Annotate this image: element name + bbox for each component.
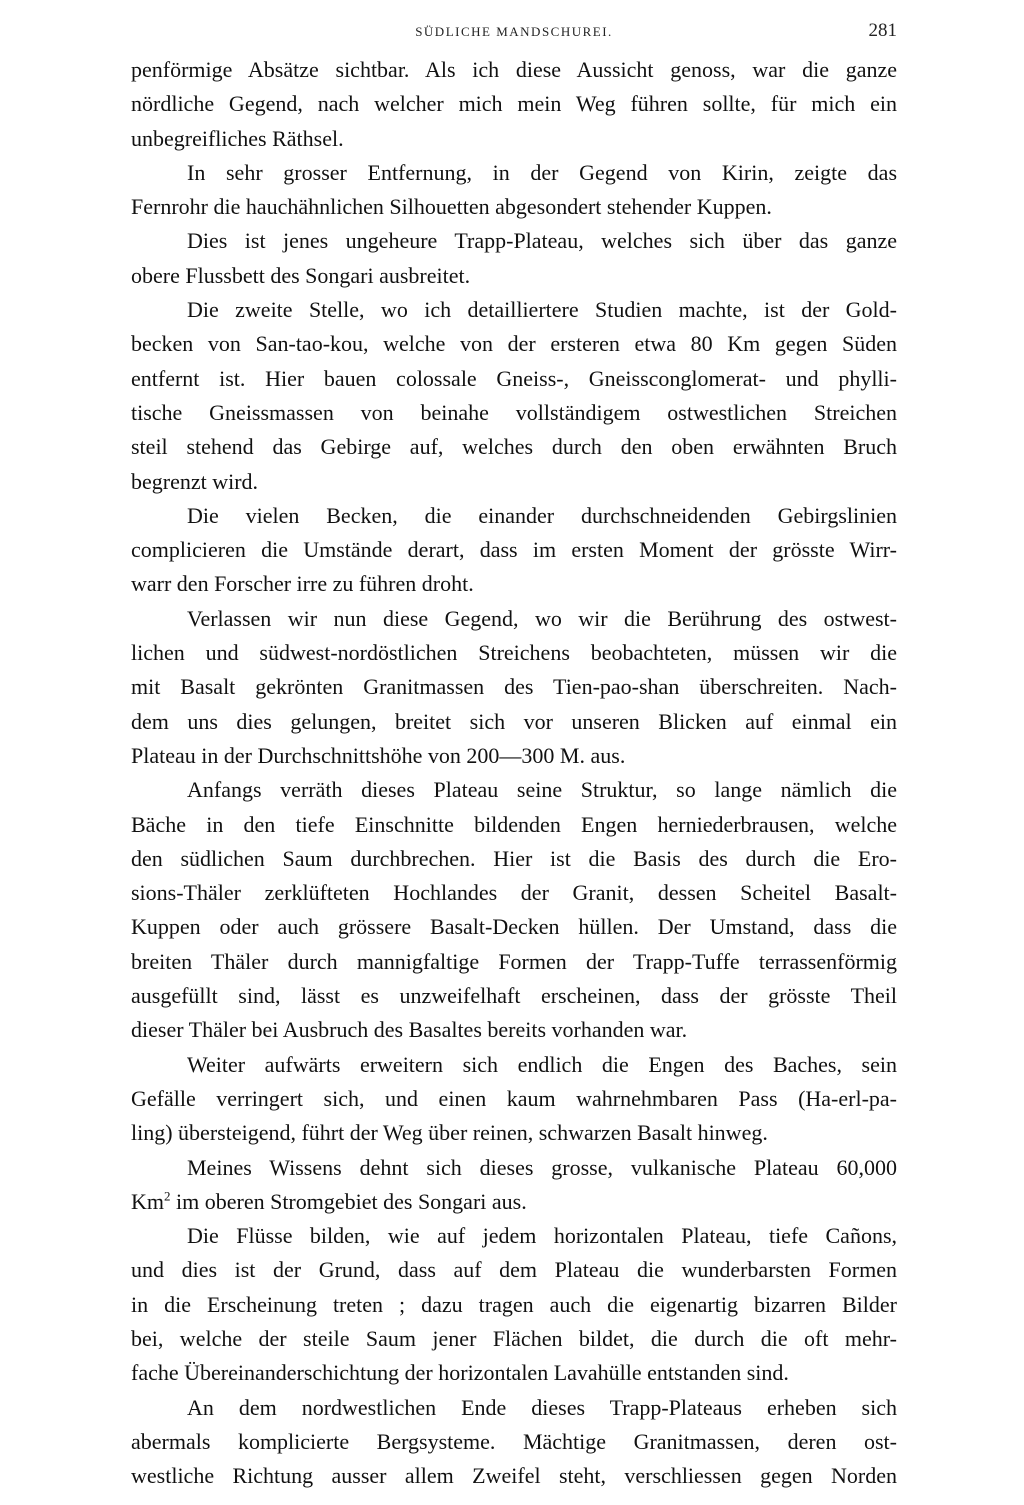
text-line: Dies ist jenes ungeheure Trapp-Plateau, welches sich über das ganze — [187, 228, 897, 254]
text-line: dieser Thäler bei Ausbruch des Basaltes bereits vorhanden war. — [131, 1017, 688, 1043]
text-line-km2 — [131, 1185, 897, 1219]
text-line: nördliche Gegend, nach welcher mich mein Weg führen sollte, für mich ein — [131, 91, 897, 117]
text-line: in die Erscheinung treten ; dazu tragen auch die eigenartig bizarren Bilder — [131, 1291, 897, 1317]
text-line: warr den Forscher irre zu führen droht. — [131, 571, 474, 597]
text-line: bei, welche der steile Saum jener Flächen bildet, die durch die oft mehr- — [131, 1325, 897, 1351]
text-line-rest: im oberen Stromgebiet des Songari aus. — [170, 1188, 527, 1214]
text-line: tische Gneissmassen von beinahe vollständigem ostwestlichen Streichen — [131, 399, 897, 425]
text-line: lichen und südwest-nordöstlichen Streichens beobachteten, müssen wir die — [131, 640, 897, 666]
text-line: breiten Thäler durch mannigfaltige Formen der Trapp-Tuffe terrassenförmig — [131, 948, 897, 974]
text-line: penförmige Absätze sichtbar. Als ich diese Aussicht genoss, war die ganze — [131, 57, 897, 82]
text-line: Anfangs verräth dieses Plateau seine Struktur, so lange nämlich die — [187, 777, 897, 803]
superscript-2: 2 — [164, 1188, 171, 1204]
text-line: becken von San-tao-kou, welche von der ersteren etwa 80 Km gegen Süden — [131, 331, 897, 357]
text-line: entfernt ist. Hier bauen colossale Gneiss-, Gneissconglomerat- und phylli- — [131, 365, 897, 391]
text-line: den südlichen Saum durchbrechen. Hier ist die Basis des durch die Ero- — [131, 845, 897, 871]
running-header — [131, 18, 897, 48]
text-line: ling) übersteigend, führt der Weg über reinen, schwarzen Basalt hinweg. — [131, 1120, 768, 1146]
text-line: Verlassen wir nun diese Gegend, wo wir die Berührung des ostwest- — [187, 605, 897, 631]
text-line: Die zweite Stelle, wo ich detailliertere Studien machte, ist der Gold- — [187, 297, 897, 323]
text-line: complicieren die Umstände derart, dass im ersten Moment der grösste Wirr- — [131, 537, 897, 563]
page-number: 281 — [868, 20, 897, 41]
text-line: und dies ist der Grund, dass auf dem Plateau die wunderbarsten Formen — [131, 1257, 897, 1283]
text-line: Bäche in den tiefe Einschnitte bildenden Engen herniederbrausen, welche — [131, 811, 897, 837]
text-line: dem uns dies gelungen, breitet sich vor unseren Blicken auf einmal ein — [131, 708, 897, 734]
text-line: sions-Thäler zerklüfteten Hochlandes der Granit, dessen Scheitel Basalt- — [131, 880, 897, 906]
text-line: Gefälle verringert sich, und einen kaum wahrnehmbaren Pass (Ha-erl-pa- — [131, 1085, 897, 1111]
text-line: ausgefüllt sind, lässt es unzweifelhaft erscheinen, dass der grösste Theil — [131, 983, 897, 1009]
text-line: Plateau in der Durchschnittshöhe von 200—300 M. aus. — [131, 742, 626, 768]
text-line: fache Übereinanderschichtung der horizontalen Lavahülle entstanden sind. — [131, 1360, 789, 1386]
text-line: abermals komplicierte Bergsysteme. Mächtige Granitmassen, deren ost- — [131, 1428, 897, 1454]
text-line: steil stehend das Gebirge auf, welches durch den oben erwähnten Bruch — [131, 434, 897, 460]
text-line: Die vielen Becken, die einander durchschneidenden Gebirgslinien — [187, 502, 897, 528]
text-line: An dem nordwestlichen Ende dieses Trapp-Plateaus erheben sich — [187, 1394, 897, 1420]
text-line: Weiter aufwärts erweitern sich endlich die Engen des Baches, sein — [187, 1051, 897, 1077]
text-line: Die Flüsse bilden, wie auf jedem horizontalen Plateau, tiefe Cañons, — [187, 1223, 897, 1249]
body-text — [131, 53, 897, 1493]
text-line: Kuppen oder auch grössere Basalt-Decken hüllen. Der Umstand, dass die — [131, 914, 897, 940]
text-line: westliche Richtung ausser allem Zweifel steht, verschliessen gegen Norden — [131, 1463, 897, 1489]
running-title: SÜDLICHE MANDSCHUREI. — [415, 24, 613, 39]
text-line: obere Flussbett des Songari ausbreitet. — [131, 262, 471, 288]
text-line: Fernrohr die hauchähnlichen Silhouetten abgesondert stehender Kuppen. — [131, 194, 772, 220]
text-line: mit Basalt gekrönten Granitmassen des Tien-pao-shan überschreiten. Nach- — [131, 674, 897, 700]
text-line: Meines Wissens dehnt sich dieses grosse, vulkanische Plateau 60,000 — [187, 1154, 897, 1180]
text-line: unbegreifliches Räthsel. — [131, 125, 344, 151]
text-line: In sehr grosser Entfernung, in der Gegend von Kirin, zeigte das — [187, 159, 897, 185]
text-line: begrenzt wird. — [131, 468, 259, 494]
km-unit: Km — [131, 1188, 164, 1214]
